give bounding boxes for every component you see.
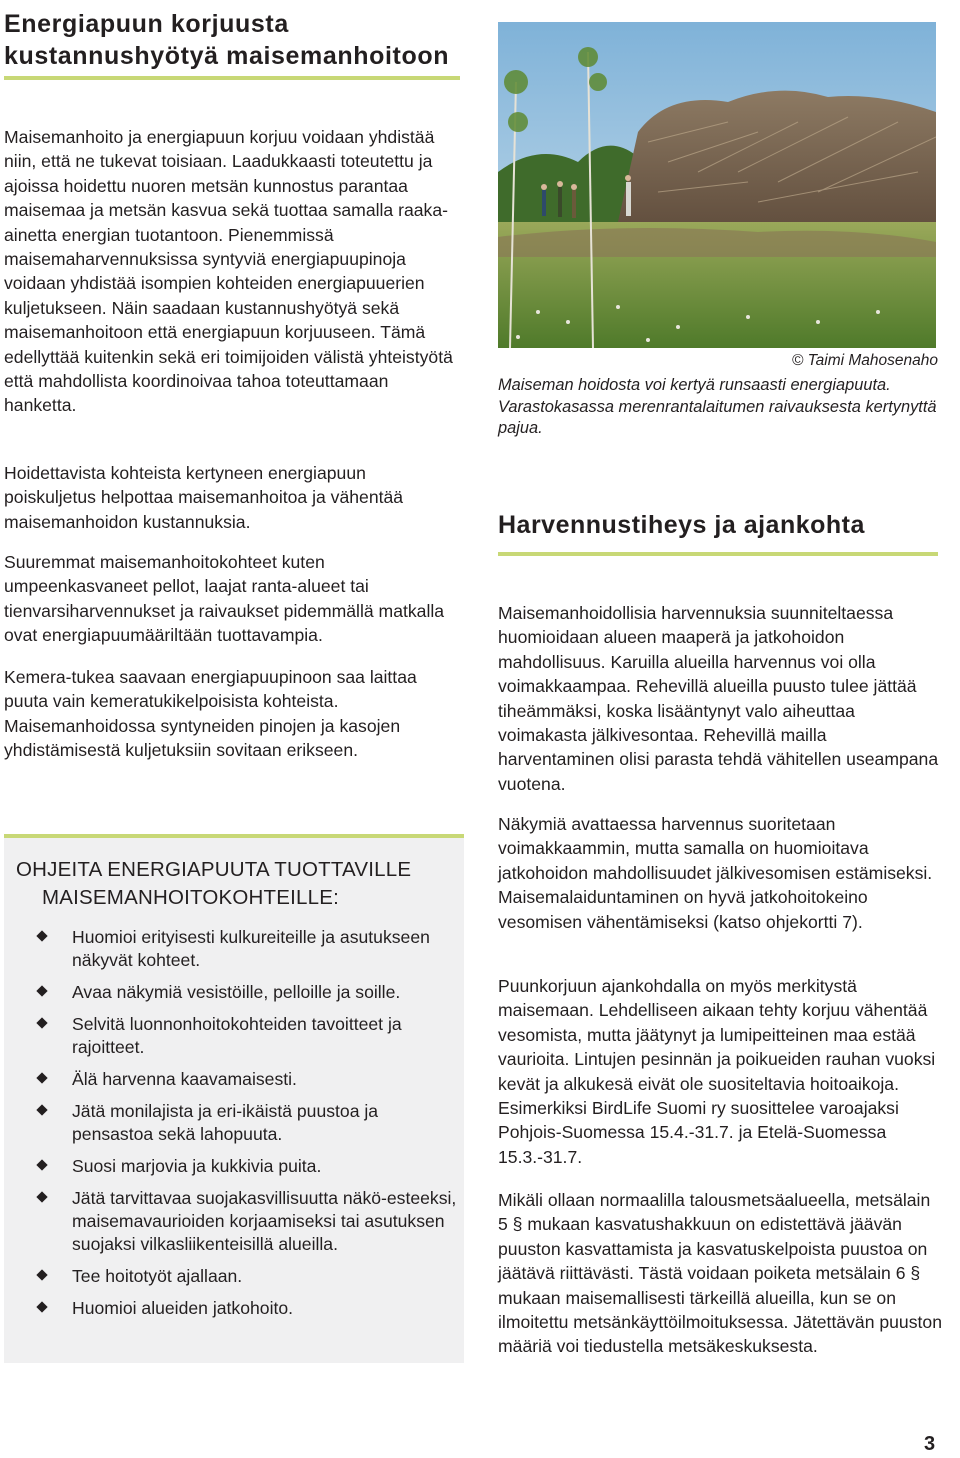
list-item: Älä harvenna kaavamaisesti. — [38, 1068, 458, 1091]
guidelines-list — [38, 926, 458, 1329]
diamond-bullet-icon — [36, 1072, 47, 1083]
guidelines-box — [4, 834, 464, 1363]
list-item: Tee hoitotyöt ajallaan. — [38, 1265, 458, 1288]
page-number: 3 — [924, 1433, 936, 1455]
diamond-bullet-icon — [36, 1159, 47, 1170]
diamond-bullet-icon — [36, 1017, 47, 1028]
forest-law-paragraph: Mikäli ollaan normaalilla talousmetsäalueella, metsälain 5 § mukaan kasvatushakkuun on edistettävä jäävän puuston kasvattamista ja kasvatuskelpoista puustoa on jäätävä riittävästi. Tästä voidaan poiketa metsälain 6 § mukaan maisemallisesti tärkeillä alueilla, kun se on ilmoitettu metsänkäyttöilmoituksessa. Jätettävän puuston määriä voi tiedustella metsäkeskuksesta. — [498, 1190, 942, 1357]
list-item: Avaa näkymiä vesistöille, pelloille ja soille. — [38, 981, 458, 1004]
list-item: Suosi marjovia ja kukkivia puita. — [38, 1155, 458, 1178]
list-item: Huomioi erityisesti kulkureiteille ja asutukseen näkyvät kohteet. — [38, 926, 458, 972]
list-item: Selvitä luonnonhoitokohteiden tavoitteet ja rajoitteet. — [38, 1013, 458, 1059]
diamond-bullet-icon — [36, 1191, 47, 1202]
section-title-underline — [498, 552, 938, 556]
guidelines-title-line1: OHJEITA ENERGIAPUUTA TUOTTAVILLE — [16, 858, 412, 881]
list-item: Jätä tarvittavaa suojakasvillisuutta näkö-esteeksi, maisemavaurioiden korjaamiseksi tai asutuksen suojaksi vilkasliikenteisillä alueilla. — [38, 1187, 458, 1256]
kemera-paragraph: Kemera-tukea saavaan energiapuupinoon saa laittaa puuta vain kemeratukikelpoisista kohteista. Maisemanhoidossa syntyneiden pinojen ja kasojen yhdistämisestä kuljetuksiin sovitaan erikseen. — [4, 667, 417, 761]
diamond-bullet-icon — [36, 1104, 47, 1115]
intro-paragraph: Maisemanhoito ja energiapuun korjuu voidaan yhdistää niin, että ne tukevat toisiaan. Laadukkaasti toteutettu ja ajoissa hoidettu nuoren metsän kunnostus parantaa maisemaa ja metsän kasvua sekä tuottaa samalla raaka-ainetta energian tuotantoon. Pienemmissä maisemaharvennuksissa syntyviä energiapuupinoja voidaan yhdistää isompien kohteiden energiapuuerien kuljetukseen. Näin saadaan kustannushyötyä sekä maisemanhoitoon että energiapuun korjuuseen. Tämä edellyttää kuitenkin sekä eri toimijoiden välistä yhteistyötä että mahdollista koordinoivaa tahoa toteuttamaan hanketta. — [4, 127, 453, 416]
landscape-photo — [498, 22, 936, 348]
transport-paragraph: Hoidettavista kohteista kertyneen energiapuun poiskuljetus helpottaa maisemanhoitoa ja vähentää maisemanhoidon kustannuksia. — [4, 463, 404, 532]
timing-paragraph: Puunkorjuun ajankohdalla on myös merkitystä maisemaan. Lehdelliseen aikaan tehty korjuu vähentää vesomista, mutta jäätynyt ja lumipeitteinen maa estää vaurioita. Lintujen pesinnän ja poikueiden rauhan vuoksi kevät ja alkukesä eivät ole suositeltavia hoitoaikoja. Esimerkiksi BirdLife Suomi ry suosittelee varoajaksi Pohjois-Suomessa 15.4.-31.7. ja Etelä-Suomessa 15.3.-31.7. — [498, 976, 936, 1167]
title-underline — [4, 76, 460, 80]
views-paragraph: Näkymiä avattaessa harvennus suoritetaan voimakkaammin, mutta samalla on huomioitava jatkohoidon mahdollisuudet jälkivesomisen estämiseksi. Maisemalaiduntaminen on hyvä jatkohoitokeino vesomisen vähentämiseksi (katso ohjekortti 7). — [498, 814, 933, 932]
thinning-paragraph: Maisemanhoidollisia harvennuksia suunniteltaessa huomioidaan alueen maaperä ja jatkohoidon mahdollisuus. Karuilla alueilla harvennus voi olla voimakkaampaa. Rehevillä alueilla puusto tulee jättää tiheämmäksi, koska lisääntynyt valo aiheuttaa voimakasta jälkivesontaa. Rehevillä mailla harventaminen olisi parasta tehdä vähitellen useampana vuotena. — [498, 603, 939, 794]
photo-credit: © Taimi Mahosenaho — [791, 352, 938, 369]
page-title: Energiapuun korjuusta kustannushyötyä maisemanhoitoon — [4, 10, 450, 70]
photo-caption: Maiseman hoidosta voi kertyä runsaasti energiapuuta. Varastokasassa merenrantalaitumen raivauksesta kertynyttä pajua. — [498, 376, 937, 437]
photo-energy-wood-pile — [498, 22, 936, 348]
diamond-bullet-icon — [36, 1269, 47, 1280]
section-title: Harvennustiheys ja ajankohta — [498, 511, 865, 539]
list-item: Jätä monilajista ja eri-ikäistä puustoa ja pensastoa sekä lahopuuta. — [38, 1100, 458, 1146]
diamond-bullet-icon — [36, 1301, 47, 1312]
guidelines-title-line2: MAISEMANHOITOKOHTEILLE: — [42, 886, 339, 909]
diamond-bullet-icon — [36, 985, 47, 996]
list-item: Huomioi alueiden jatkohoito. — [38, 1297, 458, 1320]
guidelines-title — [16, 856, 456, 912]
diamond-bullet-icon — [36, 930, 47, 941]
large-sites-paragraph: Suuremmat maisemanhoitokohteet kuten umpeenkasvaneet pellot, laajat ranta-alueet tai tienvarsiharvennukset ja raivaukset pidemmällä matkalla ovat energiapuumääriltään tuottavampia. — [4, 552, 445, 646]
